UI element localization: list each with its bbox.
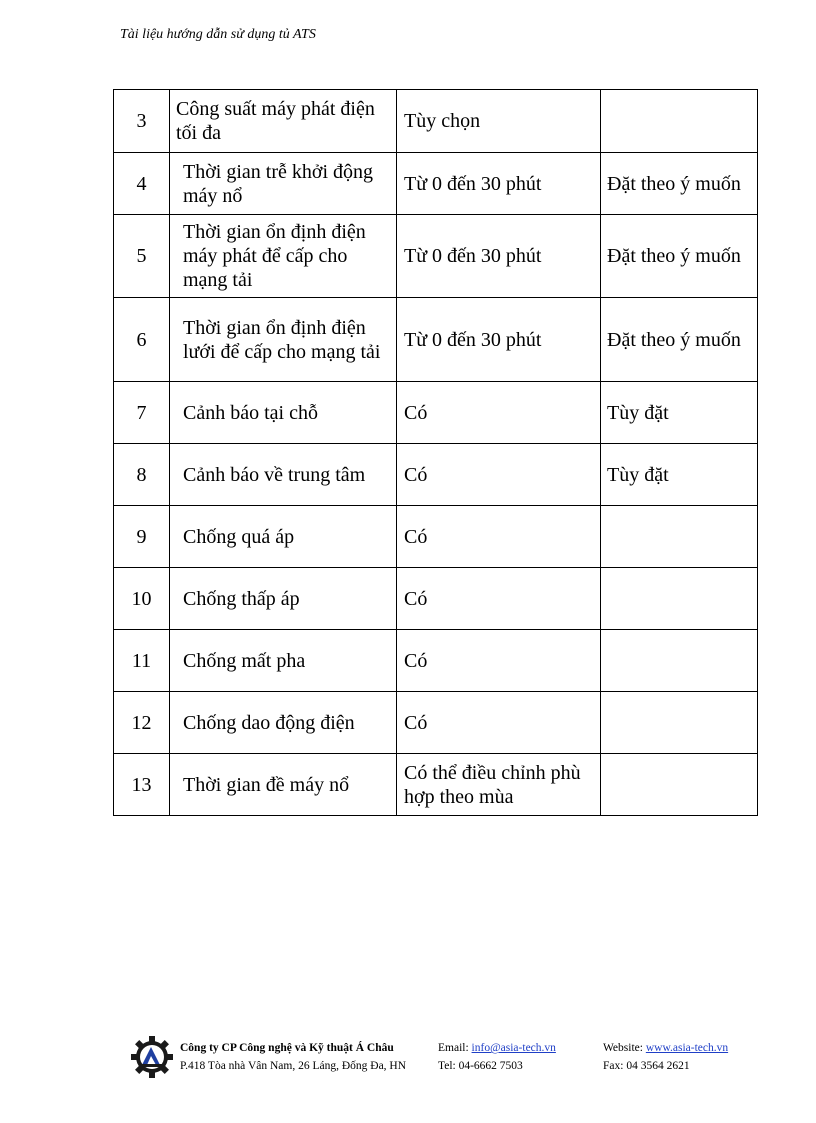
- row-name: Chống quá áp: [170, 506, 397, 568]
- table-row: [114, 382, 758, 444]
- row-name: Chống mất pha: [170, 630, 397, 692]
- row-note: [601, 630, 758, 692]
- tel-line: Tel: 04-6662 7503: [438, 1060, 523, 1072]
- email-line: [438, 1039, 556, 1057]
- row-value: Có: [397, 568, 601, 630]
- email-label: Email:: [438, 1042, 472, 1054]
- row-number: 9: [114, 506, 170, 568]
- row-number: 12: [114, 692, 170, 754]
- row-number: 4: [114, 153, 170, 215]
- table-row: [114, 153, 758, 215]
- specification-table: [113, 89, 758, 816]
- document-header: Tài liệu hướng dẫn sử dụng tủ ATS: [120, 27, 316, 42]
- contact-info: [438, 1039, 556, 1075]
- table-row: [114, 630, 758, 692]
- table-row: [114, 90, 758, 153]
- fax-line: Fax: 04 3564 2621: [603, 1060, 690, 1072]
- table-row: [114, 692, 758, 754]
- row-number: 13: [114, 754, 170, 816]
- table-row: [114, 754, 758, 816]
- row-value: Có: [397, 630, 601, 692]
- row-number: 10: [114, 568, 170, 630]
- row-name: Thời gian ổn định điện lưới để cấp cho mạng tải: [170, 298, 397, 382]
- row-name: Thời gian trễ khởi động máy nổ: [170, 153, 397, 215]
- row-name: Chống thấp áp: [170, 568, 397, 630]
- gear-logo-icon: [130, 1035, 174, 1079]
- row-name: Công suất máy phát điện tối đa: [170, 90, 397, 153]
- row-name: Cảnh báo tại chỗ: [170, 382, 397, 444]
- table-row: [114, 506, 758, 568]
- row-number: 5: [114, 215, 170, 298]
- row-value: Từ 0 đến 30 phút: [397, 298, 601, 382]
- row-value: Có: [397, 692, 601, 754]
- row-note: Đặt theo ý muốn: [601, 298, 758, 382]
- page-footer: [130, 1033, 770, 1083]
- row-number: 11: [114, 630, 170, 692]
- table-row: [114, 215, 758, 298]
- website-line: [603, 1039, 728, 1057]
- company-address: P.418 Tòa nhà Vân Nam, 26 Láng, Đống Đa, HN: [180, 1060, 407, 1072]
- table-row: [114, 444, 758, 506]
- row-number: 6: [114, 298, 170, 382]
- company-name: Công ty CP Công nghệ và Kỹ thuật Á Châu: [180, 1042, 394, 1054]
- row-note: [601, 692, 758, 754]
- row-note: [601, 754, 758, 816]
- table-row: [114, 568, 758, 630]
- row-value: Có: [397, 382, 601, 444]
- website-label: Website:: [603, 1042, 646, 1054]
- row-value: Có thể điều chỉnh phù hợp theo mùa: [397, 754, 601, 816]
- row-value: Có: [397, 506, 601, 568]
- row-value: Từ 0 đến 30 phút: [397, 153, 601, 215]
- row-value: Có: [397, 444, 601, 506]
- row-name: Thời gian ổn định điện máy phát để cấp cho mạng tải: [170, 215, 397, 298]
- row-note: Đặt theo ý muốn: [601, 153, 758, 215]
- row-name: Thời gian đề máy nổ: [170, 754, 397, 816]
- row-name: Cảnh báo về trung tâm: [170, 444, 397, 506]
- row-note: Tùy đặt: [601, 444, 758, 506]
- web-info: [603, 1039, 728, 1075]
- email-link[interactable]: info@asia-tech.vn: [471, 1042, 556, 1054]
- row-name: Chống dao động điện: [170, 692, 397, 754]
- row-note: Đặt theo ý muốn: [601, 215, 758, 298]
- company-info: [180, 1039, 406, 1075]
- row-note: [601, 506, 758, 568]
- row-value: Từ 0 đến 30 phút: [397, 215, 601, 298]
- row-value: Tùy chọn: [397, 90, 601, 153]
- row-note: [601, 568, 758, 630]
- row-note: [601, 90, 758, 153]
- table-row: [114, 298, 758, 382]
- row-number: 7: [114, 382, 170, 444]
- row-note: Tùy đặt: [601, 382, 758, 444]
- website-link[interactable]: www.asia-tech.vn: [645, 1042, 729, 1054]
- row-number: 3: [114, 90, 170, 153]
- row-number: 8: [114, 444, 170, 506]
